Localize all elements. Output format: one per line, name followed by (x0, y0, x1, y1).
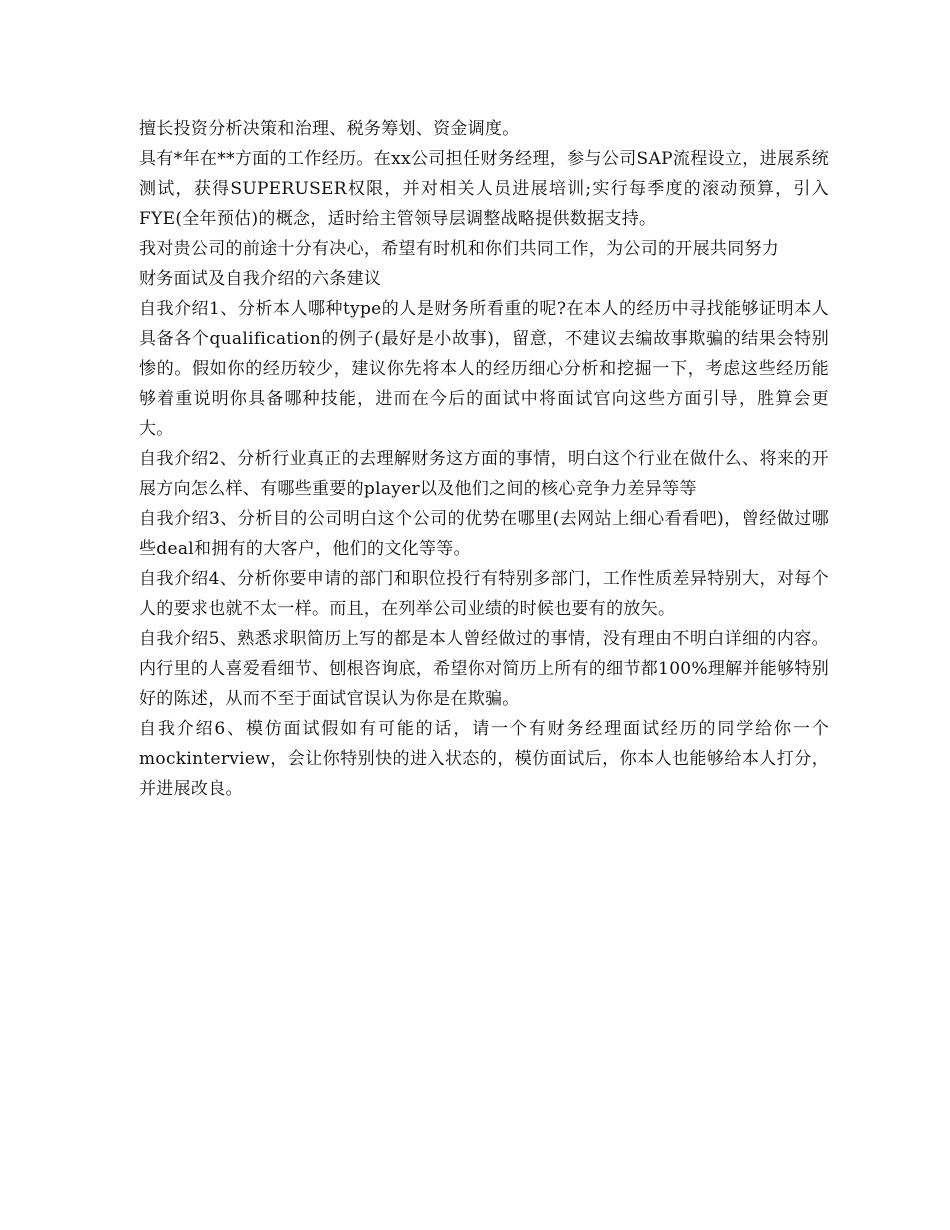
tip-1: 自我介绍1、分析本人哪种type的人是财务所看重的呢?在本人的经历中寻找能够证明本人具备各个qualification的例子(最好是小故事)，留意，不建议去编故事欺骗的结果会特别惨的。假如你的经历较少，建议你先将本人的经历细心分析和挖掘一下，考虑这些经历能够着重说明你具备哪种技能，进而在今后的面试中将面试官向这些方面引导，胜算会更大。 (139, 299, 829, 439)
paragraph-experience: 具有*年在**方面的工作经历。在xx公司担任财务经理，参与公司SAP流程设立，进展系统测试，获得SUPERUSER权限，并对相关人员进展培训;实行每季度的滚动预算，引入FYE(全年预估)的概念，适时给主管领导层调整战略提供数据支持。 (139, 149, 829, 229)
tip-4: 自我介绍4、分析你要申请的部门和职位投行有特别多部门，工作性质差异特别大，对每个人的要求也就不太一样。而且，在列举公司业绩的时候也要有的放矢。 (139, 569, 829, 619)
section-heading: 财务面试及自我介绍的六条建议 (139, 269, 382, 289)
tip-3: 自我介绍3、分析目的公司明白这个公司的优势在哪里(去网站上细心看看吧)，曾经做过哪些deal和拥有的大客户，他们的文化等等。 (139, 509, 829, 559)
tip-6: 自我介绍6、模仿面试假如有可能的话，请一个有财务经理面试经历的同学给你一个mockinterview，会让你特别快的进入状态的，模仿面试后，你本人也能够给本人打分，并进展改良。 (139, 719, 829, 799)
paragraph-confidence: 我对贵公司的前途十分有决心，希望有时机和你们共同工作，为公司的开展共同努力 (139, 239, 780, 259)
document-body (139, 114, 829, 804)
tip-5: 自我介绍5、熟悉求职简历上写的都是本人曾经做过的事情，没有理由不明白详细的内容。内行里的人喜爱看细节、刨根咨询底，希望你对简历上所有的细节都100%理解并能够特别好的陈述，从而不至于面试官误认为你是在欺骗。 (139, 629, 829, 709)
paragraph-skills: 擅长投资分析决策和治理、税务筹划、资金调度。 (139, 119, 520, 139)
tip-2: 自我介绍2、分析行业真正的去理解财务这方面的事情，明白这个行业在做什么、将来的开展方向怎么样、有哪些重要的player以及他们之间的核心竞争力差异等等 (139, 449, 829, 499)
